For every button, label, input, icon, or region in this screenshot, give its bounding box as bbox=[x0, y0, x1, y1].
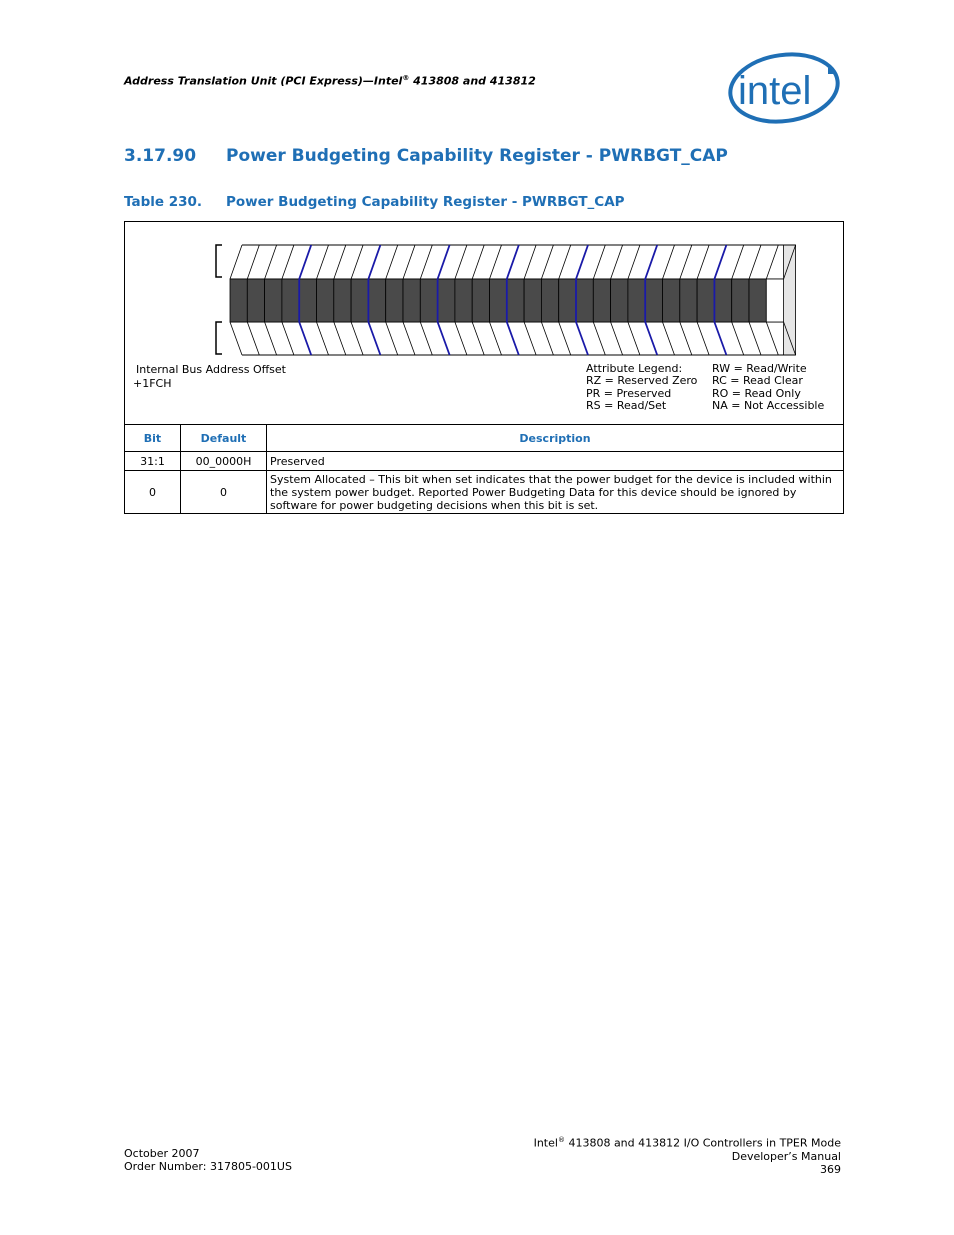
bit-divider-top bbox=[663, 245, 675, 279]
footer-product-prefix: Intel bbox=[533, 1136, 558, 1150]
bit-divider-top bbox=[403, 245, 415, 279]
bit-divider-bottom bbox=[732, 322, 744, 355]
bit-divider-bottom bbox=[680, 322, 692, 355]
bit-divider-bottom bbox=[351, 322, 363, 355]
bit-divider-top bbox=[749, 245, 761, 279]
bit-divider-top bbox=[645, 245, 657, 279]
bit-divider-bottom bbox=[230, 322, 242, 355]
header-default: Default bbox=[181, 425, 267, 452]
bit-divider-top bbox=[299, 245, 311, 279]
bit-cell-16 bbox=[490, 279, 507, 322]
bit-cell-19 bbox=[438, 279, 455, 322]
offset-block bbox=[133, 363, 286, 391]
bit-cell-27 bbox=[299, 279, 316, 322]
table-header-row bbox=[125, 425, 844, 452]
bit-divider-top bbox=[732, 245, 744, 279]
bit-divider-top bbox=[230, 245, 242, 279]
section-heading bbox=[124, 146, 728, 166]
bit-divider-top bbox=[490, 245, 502, 279]
bit-divider-bottom bbox=[490, 322, 502, 355]
legend-title: Attribute Legend: bbox=[586, 362, 683, 375]
table-title: Power Budgeting Capability Register - PWRBGT_CAP bbox=[226, 194, 625, 210]
bit-divider-top bbox=[524, 245, 536, 279]
bit-divider-bottom bbox=[334, 322, 346, 355]
bit-cell-26 bbox=[317, 279, 334, 322]
table-caption bbox=[124, 194, 625, 210]
bit-cell-24 bbox=[351, 279, 368, 322]
attribute-legend bbox=[586, 363, 836, 412]
bit-divider-bottom bbox=[299, 322, 311, 355]
bit-divider-bottom bbox=[714, 322, 726, 355]
legend-left-item: PR = Preserved bbox=[586, 386, 672, 400]
bit-cell-29 bbox=[265, 279, 282, 322]
bit-cell-18 bbox=[455, 279, 472, 322]
bit-divider-top bbox=[507, 245, 519, 279]
bit-divider-bottom bbox=[282, 322, 294, 355]
bit-divider-top bbox=[317, 245, 329, 279]
bit-divider-top bbox=[680, 245, 692, 279]
footer-registered-mark: ® bbox=[557, 1136, 565, 1144]
bit-divider-top bbox=[541, 245, 553, 279]
bit-cell-9 bbox=[611, 279, 628, 322]
section-title: Power Budgeting Capability Register - PWRBGT_CAP bbox=[226, 146, 728, 166]
bit-cell-28 bbox=[282, 279, 299, 322]
table-number: Table 230. bbox=[124, 194, 203, 210]
cell-default: 00_0000H bbox=[181, 452, 267, 471]
bit-cell-6 bbox=[663, 279, 680, 322]
bit-cell-30 bbox=[247, 279, 264, 322]
header-prefix: Address Translation Unit (PCI Express)—Intel bbox=[124, 74, 403, 88]
footer-order-number: Order Number: 317805-001US bbox=[124, 1160, 292, 1173]
footer-manual: Developer’s Manual bbox=[731, 1149, 841, 1163]
footer-product bbox=[534, 1134, 841, 1150]
bit-divider-bottom bbox=[317, 322, 329, 355]
bit-divider-top bbox=[247, 245, 259, 279]
bit-divider-top bbox=[368, 245, 380, 279]
bit-cell-11 bbox=[576, 279, 593, 322]
bit-cell-21 bbox=[403, 279, 420, 322]
cell-default: 0 bbox=[181, 471, 267, 514]
bit-divider-bottom bbox=[593, 322, 605, 355]
offset-value: +1FCH bbox=[133, 377, 172, 390]
bit-cell-7 bbox=[645, 279, 662, 322]
bit-divider-top bbox=[593, 245, 605, 279]
header-description: Description bbox=[267, 425, 844, 452]
bit-divider-top bbox=[334, 245, 346, 279]
upper-bracket bbox=[216, 245, 222, 277]
bit-divider-top bbox=[611, 245, 623, 279]
bit-cell-0 bbox=[766, 279, 783, 322]
bit-cell-8 bbox=[628, 279, 645, 322]
bit-divider-top bbox=[282, 245, 294, 279]
bit-divider-top bbox=[559, 245, 571, 279]
bit-cell-31 bbox=[230, 279, 247, 322]
bit-divider-bottom bbox=[455, 322, 467, 355]
cell-description: Preserved bbox=[267, 452, 844, 471]
logo-text: intel bbox=[738, 69, 812, 113]
bit-divider-bottom bbox=[576, 322, 588, 355]
bit-divider-bottom bbox=[611, 322, 623, 355]
registered-mark: ® bbox=[402, 74, 410, 82]
lower-bracket bbox=[216, 322, 222, 354]
bit-divider-bottom bbox=[420, 322, 432, 355]
legend-right-item: RW = Read/Write bbox=[712, 362, 807, 375]
bit-cell-17 bbox=[472, 279, 489, 322]
bit-divider-top bbox=[455, 245, 467, 279]
bit-cell-14 bbox=[524, 279, 541, 322]
cell-bit: 0 bbox=[125, 471, 181, 514]
footer-page-number: 369 bbox=[820, 1162, 841, 1176]
bit-cell-2 bbox=[732, 279, 749, 322]
legend-right-item: NA = Not Accessible bbox=[712, 398, 825, 412]
table-row bbox=[125, 471, 844, 514]
bit-cell-22 bbox=[386, 279, 403, 322]
bit-divider-top bbox=[265, 245, 277, 279]
bit-divider-bottom bbox=[507, 322, 519, 355]
bit-divider-top bbox=[714, 245, 726, 279]
bit-cell-5 bbox=[680, 279, 697, 322]
footer-left bbox=[124, 1147, 292, 1173]
bit-divider-bottom bbox=[628, 322, 640, 355]
bit-divider-bottom bbox=[247, 322, 259, 355]
legend-right-item: RO = Read Only bbox=[712, 386, 801, 400]
bit-divider-bottom bbox=[559, 322, 571, 355]
bit-divider-top bbox=[576, 245, 588, 279]
header-bit: Bit bbox=[125, 425, 181, 452]
bit-divider-bottom bbox=[766, 322, 778, 355]
bit-divider-bottom bbox=[697, 322, 709, 355]
cell-bit: 31:1 bbox=[125, 452, 181, 471]
bit-divider-top bbox=[697, 245, 709, 279]
bit-divider-top bbox=[386, 245, 398, 279]
legend-left-item: RS = Read/Set bbox=[586, 398, 667, 412]
bit-cell-15 bbox=[507, 279, 524, 322]
bit-divider-bottom bbox=[524, 322, 536, 355]
running-header bbox=[124, 74, 536, 88]
bit-cell-3 bbox=[714, 279, 731, 322]
table-row bbox=[125, 452, 844, 471]
bit-divider-bottom bbox=[645, 322, 657, 355]
bit-cell-13 bbox=[541, 279, 558, 322]
bit-divider-bottom bbox=[403, 322, 415, 355]
footer-right bbox=[534, 1134, 841, 1176]
bit-divider-top bbox=[472, 245, 484, 279]
bit-cell-4 bbox=[697, 279, 714, 322]
bit-cell-23 bbox=[368, 279, 385, 322]
section-number: 3.17.90 bbox=[124, 146, 197, 166]
bit-divider-top bbox=[420, 245, 432, 279]
bit-divider-bottom bbox=[663, 322, 675, 355]
bit-cell-10 bbox=[593, 279, 610, 322]
register-description-table bbox=[124, 424, 844, 514]
bit-cell-20 bbox=[420, 279, 437, 322]
footer-date: October 2007 bbox=[124, 1147, 200, 1160]
bit-divider-bottom bbox=[438, 322, 450, 355]
footer-product-suffix: 413808 and 413812 I/O Controllers in TPER Mode bbox=[564, 1136, 841, 1150]
bit-divider-bottom bbox=[472, 322, 484, 355]
header-suffix: 413808 and 413812 bbox=[409, 74, 536, 88]
bit-cell-12 bbox=[559, 279, 576, 322]
bit-divider-bottom bbox=[265, 322, 277, 355]
bit-divider-bottom bbox=[749, 322, 761, 355]
offset-label: Internal Bus Address Offset bbox=[136, 363, 286, 376]
legend-left-item: RZ = Reserved Zero bbox=[586, 374, 698, 388]
bit-divider-bottom bbox=[368, 322, 380, 355]
bit-divider-top bbox=[351, 245, 363, 279]
bit-divider-top bbox=[438, 245, 450, 279]
bit-divider-top bbox=[766, 245, 778, 279]
bit-divider-bottom bbox=[386, 322, 398, 355]
bit-cell-1 bbox=[749, 279, 766, 322]
bit-divider-top bbox=[628, 245, 640, 279]
cell-description: System Allocated – This bit when set indicates that the power budget for the device is included within the system power budget. Reported Power Budgeting Data for this device should be ignored by software for power budgeting decisions when this bit is set. bbox=[267, 471, 844, 514]
bit-divider-bottom bbox=[541, 322, 553, 355]
intel-logo bbox=[722, 48, 844, 128]
bit-cell-25 bbox=[334, 279, 351, 322]
legend-right-item: RC = Read Clear bbox=[712, 374, 803, 388]
